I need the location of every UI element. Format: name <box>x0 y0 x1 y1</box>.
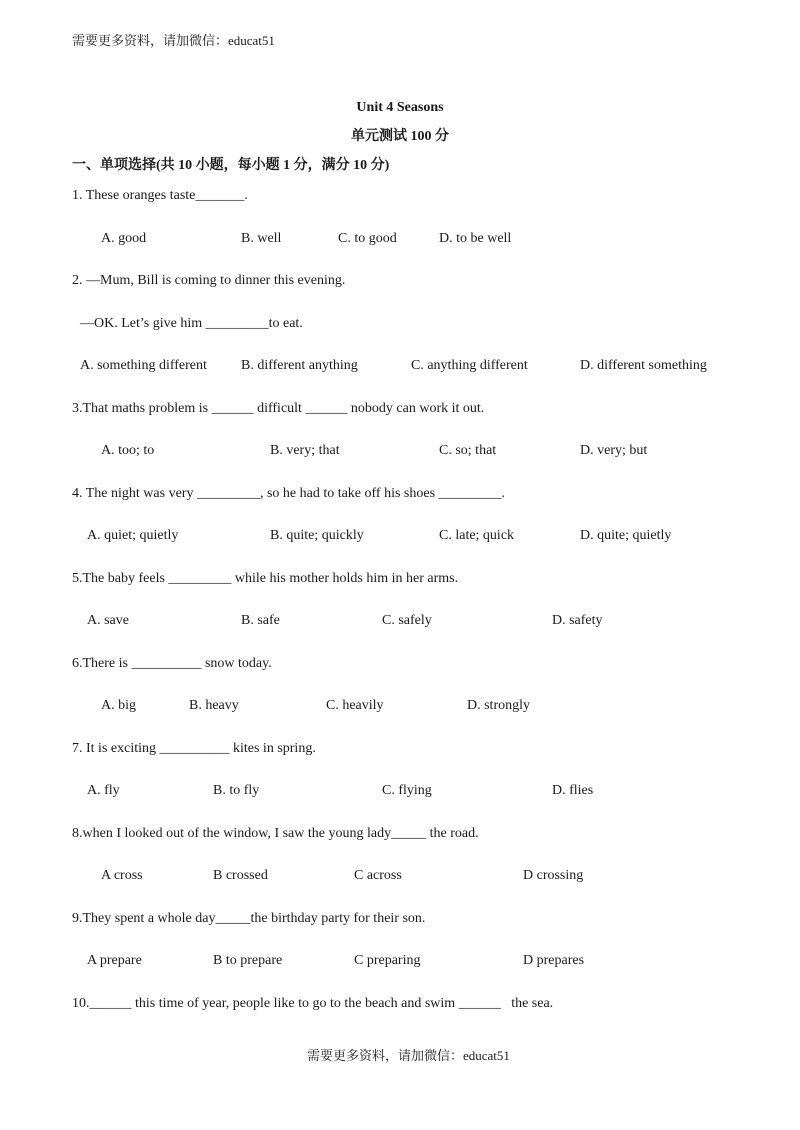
q1-option-c: C. to good <box>338 231 397 246</box>
q7-option-b: B. to fly <box>213 783 260 798</box>
q2-option-d: D. different something <box>580 358 707 373</box>
q2-option-c: C. anything different <box>411 358 528 373</box>
q3-option-a: A. too; to <box>101 443 155 458</box>
q5-option-d: D. safety <box>552 613 603 628</box>
question-2-line-2: —OK. Let’s give him _________to eat. <box>80 316 303 331</box>
q6-option-b: B. heavy <box>189 698 239 713</box>
q2-option-a: A. something different <box>80 358 207 373</box>
page-footer: 需要更多资料，请加微信：educat51 <box>307 1048 510 1063</box>
q6-option-a: A. big <box>101 698 136 713</box>
q7-option-a: A. fly <box>87 783 120 798</box>
question-2: 2. —Mum, Bill is coming to dinner this evening. <box>72 273 346 288</box>
question-10: 10.______ this time of year, people like to go to the beach and swim ______ the sea. <box>72 996 554 1011</box>
q4-option-d: D. quite; quietly <box>580 528 672 543</box>
q8-option-b: B crossed <box>213 868 268 883</box>
q4-option-a: A. quiet; quietly <box>87 528 179 543</box>
question-7: 7. It is exciting __________ kites in spring. <box>72 741 316 756</box>
q1-option-d: D. to be well <box>439 231 512 246</box>
q9-option-a: A prepare <box>87 953 142 968</box>
q4-option-b: B. quite; quickly <box>270 528 364 543</box>
q3-option-d: D. very; but <box>580 443 648 458</box>
q9-option-d: D prepares <box>523 953 585 968</box>
page-subtitle: 单元测试 100 分 <box>351 129 449 144</box>
section-heading: 一、单项选择(共 10 小题，每小题 1 分，满分 10 分) <box>72 158 390 173</box>
question-4: 4. The night was very _________, so he had to take off his shoes _________. <box>72 486 506 501</box>
q8-option-a: A cross <box>101 868 143 883</box>
question-1: 1. These oranges taste_______. <box>72 188 248 203</box>
page-title: Unit 4 Seasons <box>356 100 444 115</box>
q1-option-a: A. good <box>101 231 147 246</box>
q8-option-d: D crossing <box>523 868 584 883</box>
q5-option-c: C. safely <box>382 613 432 628</box>
q9-option-c: C preparing <box>354 953 421 968</box>
question-3: 3.That maths problem is ______ difficult ______ nobody can work it out. <box>72 401 485 416</box>
question-8: 8.when I looked out of the window, I saw the young lady_____ the road. <box>72 826 479 841</box>
question-6: 6.There is __________ snow today. <box>72 656 272 671</box>
q5-option-a: A. save <box>87 613 129 628</box>
page-header: 需要更多资料，请加微信：educat51 <box>72 33 275 48</box>
question-9: 9.They spent a whole day_____the birthday party for their son. <box>72 911 426 926</box>
q3-option-c: C. so; that <box>439 443 497 458</box>
q8-option-c: C across <box>354 868 402 883</box>
question-5: 5.The baby feels _________ while his mother holds him in her arms. <box>72 571 459 586</box>
q9-option-b: B to prepare <box>213 953 283 968</box>
q3-option-b: B. very; that <box>270 443 340 458</box>
q7-option-c: C. flying <box>382 783 432 798</box>
q7-option-d: D. flies <box>552 783 594 798</box>
q5-option-b: B. safe <box>241 613 280 628</box>
q2-option-b: B. different anything <box>241 358 358 373</box>
q6-option-c: C. heavily <box>326 698 384 713</box>
q6-option-d: D. strongly <box>467 698 530 713</box>
q4-option-c: C. late; quick <box>439 528 515 543</box>
q1-option-b: B. well <box>241 231 282 246</box>
